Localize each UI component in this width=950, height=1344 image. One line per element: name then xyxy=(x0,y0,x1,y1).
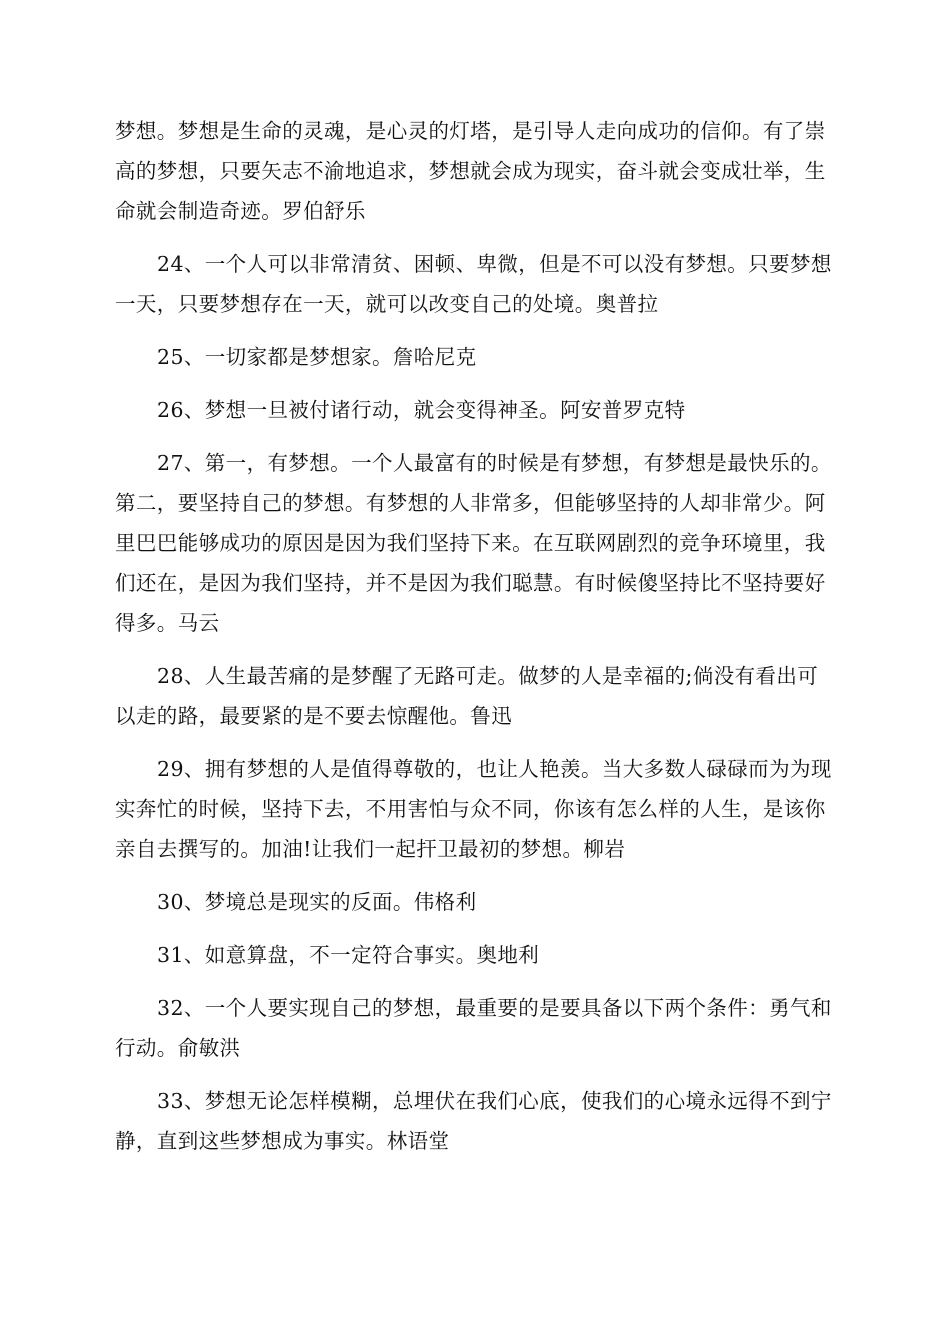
quote-25: 25、一切家都是梦想家。詹哈尼克 xyxy=(157,345,477,369)
quote-26: 26、梦想一旦被付诸行动，就会变得神圣。阿安普罗克特 xyxy=(157,398,686,422)
quote-30: 30、梦境总是现实的反面。伟格利 xyxy=(157,890,477,914)
quote-28: 28、人生最苦痛的是梦醒了无路可走。做梦的人是幸福的;倘没有看出可以走的路，最要紧的是不要去惊醒他。鲁迅 xyxy=(115,664,819,728)
quote-29: 29、拥有梦想的人是值得尊敬的，也让人艳羡。当大多数人碌碌而为为现实奔忙的时候，坚持下去，不用害怕与众不同，你该有怎么样的人生，是该你亲自去撰写的。加油!让我们一起扞卫最初的梦想。柳岩 xyxy=(115,757,832,861)
paragraph-continuation: 梦想。梦想是生命的灵魂，是心灵的灯塔，是引导人走向成功的信仰。有了崇高的梦想，只要矢志不渝地追求，梦想就会成为现实，奋斗就会变成壮举，生命就会制造奇迹。罗伯舒乐 xyxy=(115,119,826,223)
quote-31: 31、如意算盘，不一定符合事实。奥地利 xyxy=(157,943,540,967)
quote-32: 32、一个人要实现自己的梦想，最重要的是要具备以下两个条件：勇气和行动。俞敏洪 xyxy=(115,996,832,1060)
document-body xyxy=(115,111,837,1174)
quote-27: 27、第一，有梦想。一个人最富有的时候是有梦想，有梦想是最快乐的。第二，要坚持自己的梦想。有梦想的人非常多，但能够坚持的人却非常少。阿里巴巴能够成功的原因是因为我们坚持下来。在互联网剧烈的竞争环境里，我们还在，是因为我们坚持，并不是因为我们聪慧。有时候傻坚持比不坚持要好得多。马云 xyxy=(115,451,832,635)
quote-33: 33、梦想无论怎样模糊，总埋伏在我们心底，使我们的心境永远得不到宁静，直到这些梦想成为事实。林语堂 xyxy=(115,1089,832,1153)
quote-24: 24、一个人可以非常清贫、困顿、卑微，但是不可以没有梦想。只要梦想一天，只要梦想存在一天，就可以改变自己的处境。奥普拉 xyxy=(115,252,832,316)
